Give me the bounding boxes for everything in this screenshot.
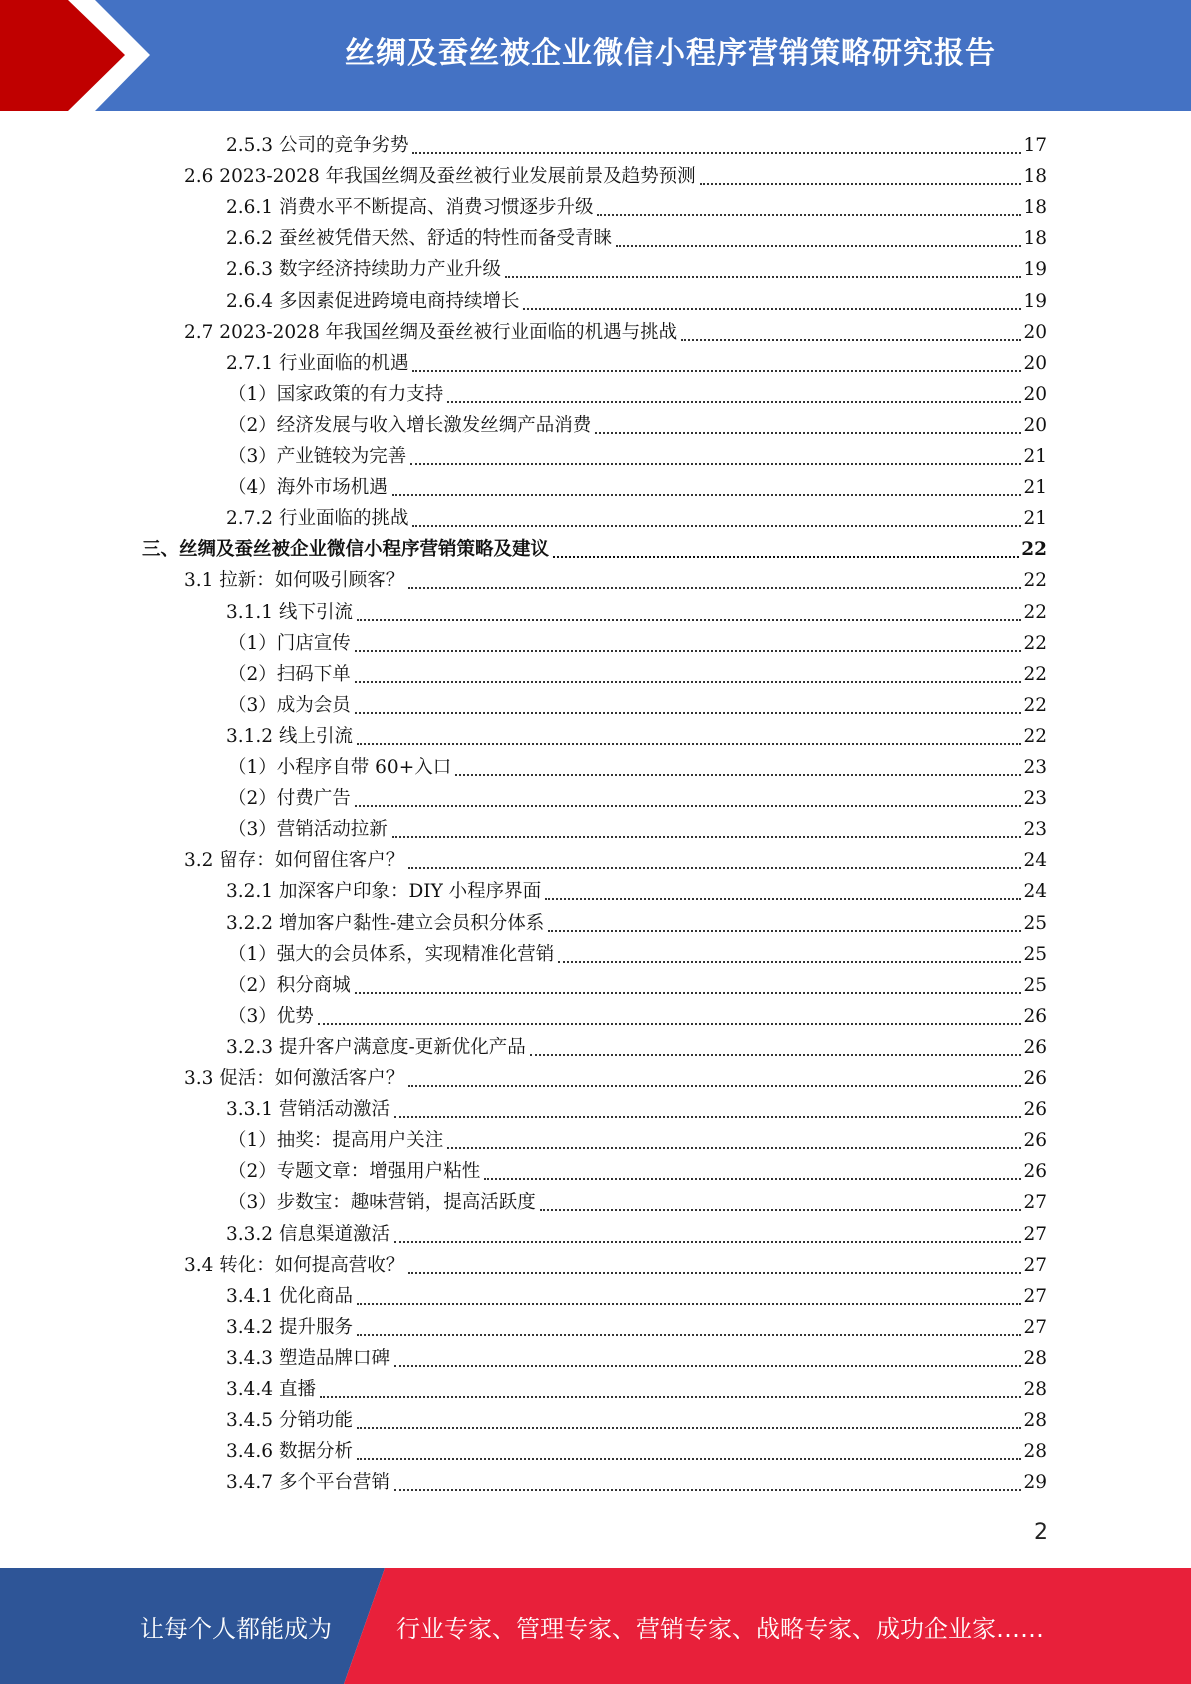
toc-entry-label: 3.1.2 线上引流 (226, 725, 353, 747)
toc-entry-label: 3.4.4 直播 (226, 1379, 316, 1400)
toc-dot-leader (681, 319, 1021, 341)
toc-entry[interactable] (228, 625, 1047, 656)
toc-entry-label: （1）强大的会员体系，实现精准化营销 (228, 943, 555, 965)
toc-entry-page: 20 (1023, 352, 1047, 374)
toc-entry-page: 18 (1023, 228, 1047, 250)
toc-entry[interactable] (226, 1216, 1047, 1247)
toc-entry-page: 22 (1023, 663, 1047, 685)
toc-entry-label: 2.7 2023-2028 年我国丝绸及蚕丝被行业面临的机遇与挑战 (184, 321, 678, 343)
toc-dot-leader (394, 1345, 1021, 1367)
toc-entry[interactable] (226, 905, 1047, 936)
toc-entry-page: 20 (1023, 414, 1047, 436)
toc-entry-label: 2.7.1 行业面临的机遇 (226, 352, 409, 374)
toc-entry[interactable] (184, 1247, 1047, 1278)
toc-entry-page: 20 (1023, 321, 1047, 343)
toc-dot-leader (447, 381, 1021, 403)
toc-entry[interactable] (226, 1433, 1047, 1464)
toc-dot-leader (410, 443, 1021, 465)
toc-entry-page: 22 (1023, 570, 1047, 592)
toc-entry[interactable] (228, 811, 1047, 842)
toc-dot-leader (553, 536, 1019, 558)
toc-entry-label: 3.3 促活：如何激活客户？ (184, 1068, 405, 1089)
toc-entry-label: （1）抽奖：提高用户关注 (228, 1130, 444, 1152)
toc-entry-label: 3.1 拉新：如何吸引顾客？ (184, 570, 405, 592)
toc-dot-leader (355, 785, 1022, 807)
toc-entry-label: （3）营销活动拉新 (228, 819, 388, 841)
toc-entry-page: 25 (1023, 974, 1047, 996)
toc-entry-label: 2.6.1 消费水平不断提高、消费习惯逐步升级 (226, 197, 594, 219)
toc-entry-label: 三、丝绸及蚕丝被企业微信小程序营销策略及建议 (142, 539, 550, 561)
toc-entry-page: 22 (1021, 539, 1047, 561)
toc-entry-label: 3.2.1 加深客户印象：DIY 小程序界面 (226, 881, 542, 903)
toc-dot-leader (540, 1189, 1022, 1211)
toc-dot-leader (318, 1003, 1022, 1025)
toc-entry[interactable] (184, 842, 1047, 873)
toc-entry[interactable] (184, 1060, 1047, 1091)
toc-dot-leader (412, 132, 1021, 154)
toc-entry-label: 3.4.5 分销功能 (226, 1410, 353, 1432)
toc-dot-leader (595, 412, 1021, 434)
toc-entry-label: （3）成为会员 (228, 694, 351, 716)
toc-entry-label: （1）小程序自带 60+入口 (228, 757, 452, 778)
toc-dot-leader (408, 1065, 1021, 1087)
toc-entry[interactable] (226, 1402, 1047, 1433)
toc-dot-leader (355, 630, 1022, 652)
toc-entry-label: 2.6.3 数字经济持续助力产业升级 (226, 259, 501, 281)
toc-dot-leader (484, 1158, 1021, 1180)
page-footer (0, 1568, 1191, 1684)
toc-dot-leader (394, 1469, 1021, 1491)
toc-dot-leader (597, 194, 1021, 216)
toc-entry-label: 3.3.2 信息渠道激活 (226, 1223, 390, 1245)
toc-entry-page: 26 (1023, 1099, 1047, 1121)
toc-entry[interactable] (228, 376, 1047, 407)
toc-entry-label: （1）国家政策的有力支持 (228, 383, 444, 405)
toc-dot-leader (394, 1221, 1021, 1243)
toc-entry[interactable] (226, 1340, 1047, 1371)
toc-entry[interactable] (226, 1464, 1047, 1495)
toc-entry[interactable] (226, 283, 1047, 314)
toc-entry-label: 3.1.1 线下引流 (226, 601, 353, 623)
toc-dot-leader (558, 941, 1021, 963)
toc-entry[interactable] (226, 127, 1047, 158)
toc-entry[interactable] (226, 873, 1047, 904)
toc-entry[interactable] (184, 314, 1047, 345)
toc-dot-leader (355, 972, 1022, 994)
toc-entry-page: 18 (1023, 197, 1047, 219)
toc-dot-leader (357, 599, 1022, 621)
toc-dot-leader (523, 288, 1021, 310)
page-header (0, 0, 1191, 111)
toc-entry[interactable] (228, 1153, 1047, 1184)
toc-dot-leader (412, 505, 1021, 527)
toc-entry-page: 22 (1023, 632, 1047, 654)
toc-entry-page: 28 (1023, 1441, 1047, 1463)
toc-entry[interactable] (226, 1278, 1047, 1309)
toc-entry-label: 3.2.3 提升客户满意度-更新优化产品 (226, 1036, 526, 1058)
toc-entry-label: 3.4.6 数据分析 (226, 1441, 353, 1463)
toc-entry-page: 21 (1023, 477, 1047, 499)
toc-dot-leader (355, 692, 1022, 714)
toc-entry[interactable] (228, 469, 1047, 500)
toc-dot-leader (447, 1127, 1021, 1149)
footer-slogan-left: 让每个人都能成为 (140, 1614, 332, 1643)
toc-entry[interactable] (226, 345, 1047, 376)
toc-dot-leader (408, 567, 1021, 589)
page-number: 2 (1034, 1520, 1048, 1545)
toc-entry-page: 28 (1023, 1347, 1047, 1369)
toc-entry-page: 24 (1023, 850, 1047, 872)
toc-entry[interactable] (228, 438, 1047, 469)
toc-entry[interactable] (228, 998, 1047, 1029)
toc-entry[interactable] (226, 594, 1047, 625)
header-arrow-icon (0, 0, 160, 111)
toc-entry-page: 26 (1023, 1130, 1047, 1152)
toc-dot-leader (357, 1314, 1022, 1336)
toc-entry-page: 22 (1023, 725, 1047, 747)
toc-entry-page: 19 (1023, 259, 1047, 281)
toc-dot-leader (357, 1438, 1022, 1460)
toc-entry-label: （3）产业链较为完善 (228, 446, 407, 467)
toc-entry[interactable] (226, 1309, 1047, 1340)
toc-entry-page: 23 (1023, 819, 1047, 841)
toc-dot-leader (357, 1407, 1022, 1429)
toc-dot-leader (408, 1252, 1021, 1274)
toc-entry-label: 2.6 2023-2028 年我国丝绸及蚕丝被行业发展前景及趋势预测 (184, 166, 696, 188)
toc-entry-label: （3）步数宝：趣味营销，提高活跃度 (228, 1192, 536, 1214)
toc-entry-page: 27 (1023, 1285, 1047, 1307)
toc-entry[interactable] (228, 407, 1047, 438)
toc-entry-page: 26 (1023, 1068, 1047, 1089)
toc-entry-page: 23 (1023, 788, 1047, 810)
toc-entry-page: 17 (1023, 135, 1047, 156)
toc-dot-leader (545, 878, 1021, 900)
toc-dot-leader (392, 474, 1022, 496)
document-title: 丝绸及蚕丝被企业微信小程序营销策略研究报告 (345, 36, 996, 71)
toc-dot-leader (616, 225, 1021, 247)
toc-entry[interactable] (226, 189, 1047, 220)
toc-entry-page: 21 (1023, 508, 1047, 530)
toc-entry-label: （2）积分商城 (228, 974, 351, 996)
toc-entry[interactable] (228, 687, 1047, 718)
toc-entry-label: 3.2 留存：如何留住客户？ (184, 850, 405, 872)
toc-entry-page: 26 (1023, 1036, 1047, 1058)
toc-entry-page: 21 (1023, 446, 1047, 467)
toc-entry-page: 29 (1023, 1472, 1047, 1494)
toc-entry[interactable] (228, 1184, 1047, 1215)
toc-entry-label: （3）优势 (228, 1005, 314, 1027)
toc-entry-page: 28 (1023, 1379, 1047, 1400)
toc-dot-leader (355, 661, 1022, 683)
toc-entry[interactable] (228, 656, 1047, 687)
toc-entry[interactable] (184, 562, 1047, 593)
toc-dot-leader (408, 847, 1021, 869)
toc-entry-label: （2）经济发展与收入增长激发丝绸产品消费 (228, 414, 592, 436)
toc-entry-page: 25 (1023, 943, 1047, 965)
toc-entry[interactable] (226, 1091, 1047, 1122)
toc-entry[interactable] (228, 1122, 1047, 1153)
toc-entry-page: 18 (1023, 166, 1047, 188)
toc-entry-label: 2.6.2 蚕丝被凭借天然、舒适的特性而备受青睐 (226, 228, 612, 250)
toc-entry-page: 23 (1023, 757, 1047, 778)
toc-entry-page: 27 (1023, 1254, 1047, 1276)
toc-entry-page: 27 (1023, 1192, 1047, 1214)
toc-entry-page: 22 (1023, 694, 1047, 716)
toc-entry-label: 3.4.1 优化商品 (226, 1285, 353, 1307)
toc-entry-label: 2.7.2 行业面临的挑战 (226, 508, 409, 530)
toc-entry-page: 26 (1023, 1005, 1047, 1027)
toc-entry-label: 3.4.7 多个平台营销 (226, 1472, 390, 1494)
toc-entry-label: 3.3.1 营销活动激活 (226, 1099, 390, 1121)
toc-entry-label: 3.2.2 增加客户黏性-建立会员积分体系 (226, 912, 545, 934)
toc-entry[interactable] (226, 251, 1047, 282)
toc-entry-label: 3.4 转化：如何提高营收？ (184, 1254, 405, 1276)
toc-dot-leader (320, 1376, 1022, 1398)
toc-entry[interactable] (226, 500, 1047, 531)
toc-entry-label: 3.4.3 塑造品牌口碑 (226, 1347, 390, 1369)
toc-entry-label: （2）专题文章：增强用户粘性 (228, 1161, 481, 1183)
toc-dot-leader (530, 1034, 1022, 1056)
toc-entry[interactable] (228, 780, 1047, 811)
toc-entry-page: 24 (1023, 881, 1047, 903)
toc-entry-page: 27 (1023, 1316, 1047, 1338)
toc-entry-label: 3.4.2 提升服务 (226, 1316, 353, 1338)
toc-entry[interactable] (228, 967, 1047, 998)
toc-entry-label: （2）付费广告 (228, 788, 351, 810)
toc-dot-leader (357, 723, 1022, 745)
toc-entry-page: 22 (1023, 601, 1047, 623)
toc-dot-leader (394, 1096, 1021, 1118)
toc-entry[interactable] (228, 749, 1047, 780)
toc-entry-label: （2）扫码下单 (228, 663, 351, 685)
toc-entry[interactable] (226, 220, 1047, 251)
toc-entry-label: （1）门店宣传 (228, 632, 351, 654)
toc-dot-leader (505, 256, 1021, 278)
toc-entry[interactable] (226, 718, 1047, 749)
toc-dot-leader (357, 1283, 1022, 1305)
toc-dot-leader (412, 350, 1021, 372)
toc-entry[interactable] (228, 936, 1047, 967)
toc-entry-page: 25 (1023, 912, 1047, 934)
toc-entry[interactable] (184, 158, 1047, 189)
toc-dot-leader (392, 816, 1022, 838)
toc-entry-page: 26 (1023, 1161, 1047, 1183)
toc-dot-leader (455, 754, 1021, 776)
toc-entry-page: 20 (1023, 383, 1047, 405)
toc-dot-leader (700, 163, 1022, 185)
toc-dot-leader (548, 910, 1021, 932)
toc-entry[interactable] (226, 1029, 1047, 1060)
footer-slogan-right: 行业专家、管理专家、营销专家、战略专家、成功企业家…… (396, 1614, 1044, 1643)
toc-entry-page: 27 (1023, 1223, 1047, 1245)
toc-entry-page: 19 (1023, 290, 1047, 312)
toc-entry-label: 2.6.4 多因素促进跨境电商持续增长 (226, 290, 520, 312)
toc-entry[interactable] (226, 1371, 1047, 1402)
toc-entry-label: 2.5.3 公司的竞争劣势 (226, 135, 409, 156)
toc-entry[interactable] (142, 531, 1047, 562)
toc-entry-page: 28 (1023, 1410, 1047, 1432)
toc-entry-label: （4）海外市场机遇 (228, 477, 388, 499)
